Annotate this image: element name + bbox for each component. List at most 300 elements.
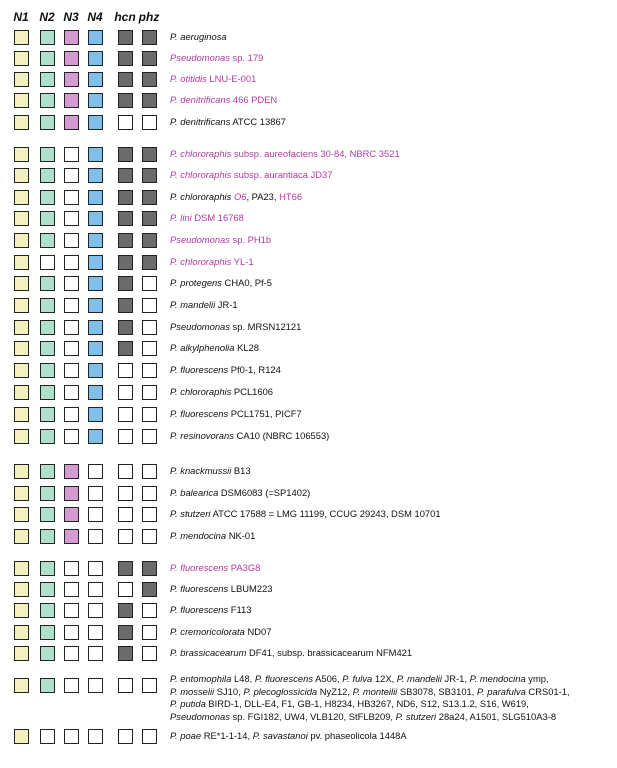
strain-label-segment: P. resinovorans (170, 430, 234, 441)
strain-label-segment: P. poae (170, 730, 202, 741)
strain-label-segment: DF41, subsp. brassicacearum NFM421 (246, 647, 413, 658)
strain-label-segment: KL28 (234, 342, 259, 353)
cell-n2-row-9 (40, 211, 55, 226)
cell-n1-row-14 (14, 320, 29, 335)
cell-hcn-row-16 (118, 363, 133, 378)
cell-n1-row-1 (14, 30, 29, 45)
cell-n1-row-29 (14, 678, 29, 693)
cell-n1-row-11 (14, 255, 29, 270)
strain-label-segment: B13 (231, 465, 251, 476)
strain-label-segment: P. mandelii (170, 299, 216, 310)
column-header-hcn: hcn (114, 10, 136, 24)
cell-n2-row-3 (40, 72, 55, 87)
cell-n2-row-20 (40, 464, 55, 479)
cell-hcn-row-12 (118, 276, 133, 291)
strain-label-segment: Pf0-1, R124 (228, 364, 281, 375)
strain-label (170, 583, 273, 596)
strain-label-segment: SB3078, SB3101, (397, 685, 477, 697)
cell-n4-row-9 (88, 211, 103, 226)
cell-phz-row-16 (142, 363, 157, 378)
cell-n3-row-14 (64, 320, 79, 335)
cell-n3-row-9 (64, 211, 79, 226)
cell-hcn-row-28 (118, 646, 133, 661)
cell-n3-row-23 (64, 529, 79, 544)
cell-n3-row-3 (64, 72, 79, 87)
strain-label-segment: JR-1, (441, 673, 470, 684)
strain-label-segment: P. protegens (170, 277, 222, 288)
cell-phz-row-28 (142, 646, 157, 661)
cell-n1-row-12 (14, 276, 29, 291)
strain-label-segment: YL-1 (231, 256, 254, 267)
cell-n4-row-28 (88, 646, 103, 661)
cell-n3-row-25 (64, 582, 79, 597)
strain-label (170, 711, 556, 724)
strain-label-segment: Pseudomonas (170, 710, 230, 722)
strain-label-segment: P. mendocina (170, 530, 227, 541)
cell-n3-row-24 (64, 561, 79, 576)
column-header-phz: phz (138, 10, 160, 24)
cell-phz-row-19 (142, 429, 157, 444)
strain-label (170, 148, 400, 161)
cell-n4-row-19 (88, 429, 103, 444)
column-header-n3: N3 (63, 10, 79, 24)
cell-hcn-row-15 (118, 341, 133, 356)
cell-n4-row-18 (88, 407, 103, 422)
strain-label-segment: P. fulva (342, 673, 373, 684)
strain-label-segment: P. alkylphenolia (170, 342, 235, 353)
strain-label-segment: P. plecoglossicida (243, 685, 318, 697)
strain-label-segment: P. fluorescens (170, 583, 229, 594)
cell-n4-row-17 (88, 385, 103, 400)
cell-hcn-row-7 (118, 168, 133, 183)
cell-n4-row-21 (88, 486, 103, 501)
strain-label (170, 673, 549, 686)
cell-n3-row-18 (64, 407, 79, 422)
strain-label-segment: Pseudomonas (170, 321, 230, 332)
strain-label-segment: ND07 (244, 626, 272, 637)
strain-label-segment: P. fluorescens (170, 364, 229, 375)
cell-phz-row-2 (142, 51, 157, 66)
cell-n3-row-11 (64, 255, 79, 270)
strain-label (170, 364, 281, 377)
cell-n2-row-29 (40, 678, 55, 693)
strain-label-segment: NyZ12, (317, 685, 353, 697)
cell-n2-row-5 (40, 115, 55, 130)
cell-n4-row-25 (88, 582, 103, 597)
cell-n2-row-24 (40, 561, 55, 576)
cell-hcn-row-6 (118, 147, 133, 162)
cell-n3-row-28 (64, 646, 79, 661)
cell-n1-row-13 (14, 298, 29, 313)
strain-label-segment: CRS01-1, (525, 685, 570, 697)
cell-n4-row-20 (88, 464, 103, 479)
strain-label-segment: P. cremoricolorata (170, 626, 245, 637)
column-header-n2: N2 (39, 10, 55, 24)
cell-n3-row-5 (64, 115, 79, 130)
cell-hcn-row-13 (118, 298, 133, 313)
strain-label-segment: P. chlororaphis (170, 191, 232, 202)
cell-n2-row-13 (40, 298, 55, 313)
strain-label (170, 212, 244, 225)
cell-n2-row-1 (40, 30, 55, 45)
cell-hcn-row-24 (118, 561, 133, 576)
cell-n1-row-7 (14, 168, 29, 183)
cell-n4-row-13 (88, 298, 103, 313)
strain-label (170, 116, 286, 129)
cell-phz-row-26 (142, 603, 157, 618)
cell-n1-row-8 (14, 190, 29, 205)
cell-n2-row-28 (40, 646, 55, 661)
strain-label-segment: 466 PDEN (230, 94, 278, 105)
cell-phz-row-4 (142, 93, 157, 108)
strain-label-segment: subsp. aureofaciens 30-84, NBRC 3521 (231, 148, 400, 159)
cell-hcn-row-1 (118, 30, 133, 45)
strain-label-segment: JR-1 (215, 299, 238, 310)
cell-n3-row-13 (64, 298, 79, 313)
strain-label-segment: pv. phaseolicola 1448A (307, 730, 407, 741)
strain-label-segment: sp. FGI182, UW4, VLB120, StFLB209, (229, 710, 396, 722)
cell-n3-row-12 (64, 276, 79, 291)
cell-phz-row-14 (142, 320, 157, 335)
strain-label-segment: P. fluorescens (170, 604, 229, 615)
cell-n2-row-16 (40, 363, 55, 378)
strain-label-segment: HT66 (279, 191, 303, 202)
cell-n3-row-7 (64, 168, 79, 183)
cell-n2-row-14 (40, 320, 55, 335)
strain-label (170, 408, 302, 421)
cell-hcn-row-3 (118, 72, 133, 87)
cell-hcn-row-11 (118, 255, 133, 270)
strain-label-segment: P. otitidis (170, 73, 207, 84)
strain-label-segment: RE*1-1-14, (201, 730, 253, 741)
strain-label (170, 342, 259, 355)
cell-n1-row-17 (14, 385, 29, 400)
strain-label-segment: SJ10, (214, 685, 244, 697)
cell-n1-row-9 (14, 211, 29, 226)
strain-label-segment: ATCC 13867 (230, 116, 286, 127)
strain-label-segment: DSM 16768 (191, 212, 244, 223)
strain-label-segment: P. entomophila (170, 673, 232, 684)
cell-n4-row-7 (88, 168, 103, 183)
strain-label (170, 169, 332, 182)
cell-n1-row-20 (14, 464, 29, 479)
strain-label-segment: subsp. aurantiaca JD37 (231, 169, 333, 180)
cell-hcn-row-17 (118, 385, 133, 400)
cell-n4-row-24 (88, 561, 103, 576)
cell-n2-row-25 (40, 582, 55, 597)
strain-label (170, 31, 227, 44)
strain-label-segment: , PA23, (246, 191, 280, 202)
cell-phz-row-5 (142, 115, 157, 130)
cell-n4-row-15 (88, 341, 103, 356)
strain-label (170, 487, 310, 500)
cell-n2-row-30 (40, 729, 55, 744)
cell-n4-row-27 (88, 625, 103, 640)
strain-label-segment: P. lini (170, 212, 192, 223)
cell-n2-row-10 (40, 233, 55, 248)
strain-label-segment: P. stutzeri (170, 508, 211, 519)
cell-n1-row-26 (14, 603, 29, 618)
cell-hcn-row-18 (118, 407, 133, 422)
cell-n3-row-17 (64, 385, 79, 400)
cell-hcn-row-2 (118, 51, 133, 66)
cell-phz-row-30 (142, 729, 157, 744)
cell-n2-row-23 (40, 529, 55, 544)
strain-label-segment: sp. MRSN12121 (229, 321, 302, 332)
cell-n4-row-11 (88, 255, 103, 270)
strain-label-segment: ymp, (525, 673, 549, 684)
cell-phz-row-23 (142, 529, 157, 544)
strain-label-segment: L48, (231, 673, 255, 684)
cell-n3-row-4 (64, 93, 79, 108)
cell-n4-row-2 (88, 51, 103, 66)
cell-hcn-row-5 (118, 115, 133, 130)
cell-n1-row-22 (14, 507, 29, 522)
cell-phz-row-3 (142, 72, 157, 87)
cell-phz-row-24 (142, 561, 157, 576)
cell-phz-row-25 (142, 582, 157, 597)
cell-n3-row-10 (64, 233, 79, 248)
column-header-n1: N1 (13, 10, 29, 24)
cell-n1-row-23 (14, 529, 29, 544)
cell-phz-row-12 (142, 276, 157, 291)
strain-label-segment: CHA0, Pf-5 (221, 277, 272, 288)
cell-n1-row-30 (14, 729, 29, 744)
cell-n1-row-24 (14, 561, 29, 576)
cell-hcn-row-30 (118, 729, 133, 744)
cell-hcn-row-22 (118, 507, 133, 522)
cell-hcn-row-29 (118, 678, 133, 693)
strain-label-segment: P. monteilii (352, 685, 398, 697)
strain-label (170, 321, 301, 334)
cell-phz-row-27 (142, 625, 157, 640)
strain-label (170, 698, 529, 711)
cell-n4-row-16 (88, 363, 103, 378)
cell-n3-row-26 (64, 603, 79, 618)
cell-n2-row-26 (40, 603, 55, 618)
cell-phz-row-10 (142, 233, 157, 248)
cell-hcn-row-8 (118, 190, 133, 205)
strain-label-segment: P. mendocina (469, 673, 526, 684)
strain-label (170, 73, 256, 86)
cell-n1-row-16 (14, 363, 29, 378)
cell-n3-row-15 (64, 341, 79, 356)
strain-label (170, 647, 412, 660)
strain-label-segment: P. chlororaphis (170, 386, 232, 397)
strain-label-segment: BIRD-1, DLL-E4, F1, GB-1, H8234, HB3267, ND6, S12, S13.1.2, S16, W619, (205, 698, 529, 710)
cell-hcn-row-9 (118, 211, 133, 226)
cell-n3-row-19 (64, 429, 79, 444)
strain-label-segment: P. denitrificans (170, 94, 231, 105)
cell-n2-row-27 (40, 625, 55, 640)
cell-n2-row-15 (40, 341, 55, 356)
cell-n1-row-6 (14, 147, 29, 162)
cell-n2-row-22 (40, 507, 55, 522)
strain-label (170, 730, 407, 743)
strain-label-segment: Pseudomonas (170, 52, 230, 63)
cell-n1-row-3 (14, 72, 29, 87)
cell-phz-row-11 (142, 255, 157, 270)
strain-label (170, 465, 251, 478)
strain-label-segment: DSM6083 (=SP1402) (218, 487, 311, 498)
cell-n4-row-8 (88, 190, 103, 205)
cell-n1-row-15 (14, 341, 29, 356)
strain-label-segment: P. mosselii (170, 685, 215, 697)
cell-n4-row-10 (88, 233, 103, 248)
cell-n3-row-27 (64, 625, 79, 640)
strain-label (170, 604, 251, 617)
strain-label-segment: O6 (233, 191, 247, 202)
cell-hcn-row-10 (118, 233, 133, 248)
cell-n3-row-22 (64, 507, 79, 522)
cell-n3-row-1 (64, 30, 79, 45)
column-header-n4: N4 (87, 10, 103, 24)
strain-label-segment: P. aeruginosa (170, 31, 227, 42)
strain-label-segment: A506, (313, 673, 343, 684)
cell-n1-row-28 (14, 646, 29, 661)
strain-label-segment: P. chlororaphis (170, 169, 232, 180)
strain-label-segment: P. fluorescens (254, 673, 314, 684)
strain-label-segment: NK-01 (226, 530, 256, 541)
cell-n4-row-26 (88, 603, 103, 618)
strain-label (170, 530, 255, 543)
cell-n4-row-30 (88, 729, 103, 744)
cell-n2-row-6 (40, 147, 55, 162)
strain-label-segment: sp. PH1b (229, 234, 272, 245)
cell-phz-row-6 (142, 147, 157, 162)
strain-label (170, 299, 238, 312)
strain-label-segment: PA3G8 (228, 562, 261, 573)
strain-label (170, 94, 277, 107)
strain-label-segment: 12X, (372, 673, 397, 684)
cell-n3-row-2 (64, 51, 79, 66)
cell-hcn-row-26 (118, 603, 133, 618)
cell-phz-row-7 (142, 168, 157, 183)
strain-label-segment: Pseudomonas (170, 234, 230, 245)
cell-hcn-row-14 (118, 320, 133, 335)
strain-label-segment: P. knackmussii (170, 465, 232, 476)
strain-label-segment: P. fluorescens (170, 408, 229, 419)
cell-n4-row-23 (88, 529, 103, 544)
cell-n4-row-29 (88, 678, 103, 693)
cell-phz-row-8 (142, 190, 157, 205)
strain-label (170, 256, 254, 269)
cell-n2-row-11 (40, 255, 55, 270)
cell-n2-row-12 (40, 276, 55, 291)
cell-hcn-row-20 (118, 464, 133, 479)
strain-label-segment: PCL1751, PICF7 (228, 408, 302, 419)
strain-label-segment: F113 (228, 604, 252, 615)
strain-label (170, 686, 570, 699)
strain-label-segment: ATCC 17588 = LMG 11199, CCUG 29243, DSM 10701 (210, 508, 441, 519)
strain-label (170, 234, 271, 247)
strain-label-segment: P. balearica (170, 487, 219, 498)
cell-n1-row-4 (14, 93, 29, 108)
strain-label-segment: P. chlororaphis (170, 256, 232, 267)
cell-n4-row-3 (88, 72, 103, 87)
cell-n2-row-8 (40, 190, 55, 205)
cell-n1-row-5 (14, 115, 29, 130)
cell-n3-row-30 (64, 729, 79, 744)
strain-label-segment: P. fluorescens (170, 562, 229, 573)
cell-n4-row-14 (88, 320, 103, 335)
strain-label-segment: P. savastanoi (252, 730, 308, 741)
strain-label (170, 562, 260, 575)
cell-n4-row-6 (88, 147, 103, 162)
cell-hcn-row-4 (118, 93, 133, 108)
cell-hcn-row-21 (118, 486, 133, 501)
cell-n1-row-10 (14, 233, 29, 248)
cell-phz-row-13 (142, 298, 157, 313)
cell-n2-row-2 (40, 51, 55, 66)
strain-label-segment: P. chlororaphis (170, 148, 232, 159)
strain-label-segment: CA10 (NBRC 106553) (233, 430, 330, 441)
cell-n2-row-4 (40, 93, 55, 108)
strain-label (170, 52, 263, 65)
strain-label-segment: LBUM223 (228, 583, 273, 594)
cell-n3-row-6 (64, 147, 79, 162)
cell-n2-row-19 (40, 429, 55, 444)
cell-n2-row-7 (40, 168, 55, 183)
strain-label (170, 277, 272, 290)
cell-n2-row-18 (40, 407, 55, 422)
cell-phz-row-15 (142, 341, 157, 356)
cell-n3-row-29 (64, 678, 79, 693)
cell-phz-row-22 (142, 507, 157, 522)
cell-n2-row-21 (40, 486, 55, 501)
cell-n2-row-17 (40, 385, 55, 400)
strain-label-segment: P. brassicacearum (170, 647, 247, 658)
strain-label (170, 191, 302, 204)
cell-n3-row-8 (64, 190, 79, 205)
strain-label-segment: PCL1606 (231, 386, 274, 397)
strain-label (170, 626, 271, 639)
cell-n1-row-2 (14, 51, 29, 66)
cell-n3-row-16 (64, 363, 79, 378)
strain-label-segment: P. denitrificans (170, 116, 231, 127)
cell-n1-row-27 (14, 625, 29, 640)
cell-hcn-row-27 (118, 625, 133, 640)
strain-label-segment: 28a24, A1501, SLG510A3-8 (436, 710, 557, 722)
cell-phz-row-1 (142, 30, 157, 45)
cell-n1-row-19 (14, 429, 29, 444)
cell-phz-row-29 (142, 678, 157, 693)
strain-label (170, 508, 441, 521)
strain-label (170, 430, 329, 443)
cell-n3-row-21 (64, 486, 79, 501)
strain-label-segment: sp. 179 (229, 52, 264, 63)
cell-hcn-row-23 (118, 529, 133, 544)
cell-phz-row-18 (142, 407, 157, 422)
cell-n1-row-25 (14, 582, 29, 597)
cell-phz-row-20 (142, 464, 157, 479)
strain-label-segment: P. parafulva (476, 685, 526, 697)
cell-hcn-row-25 (118, 582, 133, 597)
strain-label-segment: P. putida (170, 698, 206, 710)
cell-n4-row-12 (88, 276, 103, 291)
cell-phz-row-21 (142, 486, 157, 501)
cell-n4-row-22 (88, 507, 103, 522)
cell-n4-row-5 (88, 115, 103, 130)
strain-label (170, 386, 273, 399)
strain-label-segment: P. mandelii (396, 673, 442, 684)
cell-n4-row-4 (88, 93, 103, 108)
cell-n4-row-1 (88, 30, 103, 45)
strain-label-segment: LNU-E-001 (206, 73, 257, 84)
strain-label-segment: P. stutzeri (395, 710, 437, 722)
cell-phz-row-17 (142, 385, 157, 400)
cell-n1-row-18 (14, 407, 29, 422)
